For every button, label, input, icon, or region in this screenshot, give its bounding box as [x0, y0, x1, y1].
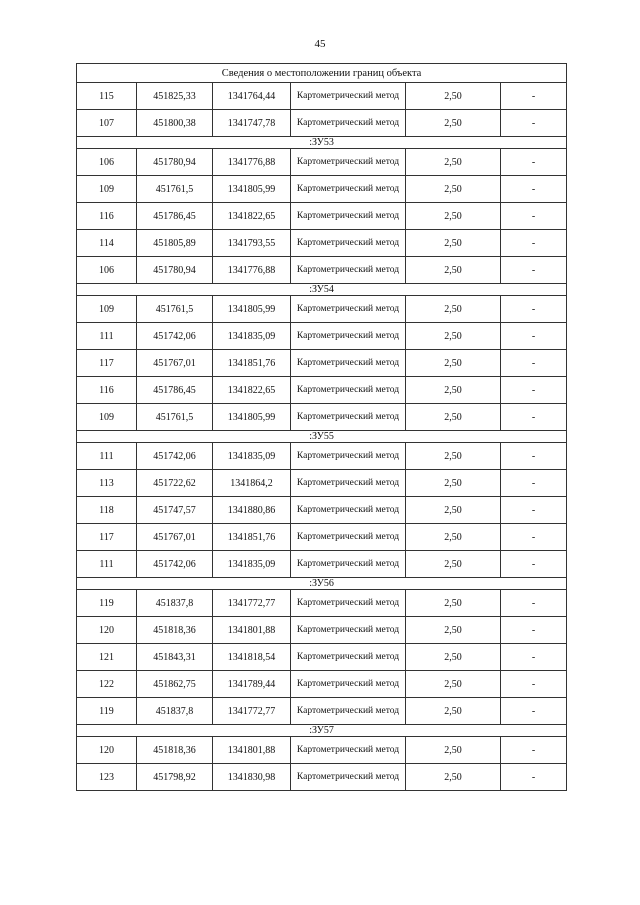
accuracy-cell: 2,50: [406, 83, 501, 110]
description-cell: -: [501, 230, 567, 257]
x-coordinate-cell: 451761,5: [137, 176, 213, 203]
accuracy-cell: 2,50: [406, 149, 501, 176]
x-coordinate-cell: 451742,06: [137, 443, 213, 470]
method-cell: Картометрический метод: [291, 257, 406, 284]
y-coordinate-cell: 1341764,44: [213, 83, 291, 110]
x-coordinate-cell: 451767,01: [137, 524, 213, 551]
x-coordinate-cell: 451747,57: [137, 497, 213, 524]
table-row: [77, 350, 567, 377]
y-coordinate-cell: 1341822,65: [213, 377, 291, 404]
table-row: [77, 83, 567, 110]
accuracy-cell: 2,50: [406, 644, 501, 671]
page-number: 45: [314, 38, 326, 50]
method-cell: Картометрический метод: [291, 110, 406, 137]
table-row: [77, 671, 567, 698]
table-row: [77, 176, 567, 203]
description-cell: -: [501, 551, 567, 578]
accuracy-cell: 2,50: [406, 350, 501, 377]
y-coordinate-cell: 1341835,09: [213, 323, 291, 350]
accuracy-cell: 2,50: [406, 617, 501, 644]
table-row: [77, 524, 567, 551]
table-row: [77, 644, 567, 671]
description-cell: -: [501, 203, 567, 230]
section-label: :ЗУ56: [77, 578, 567, 590]
description-cell: -: [501, 110, 567, 137]
x-coordinate-cell: 451818,36: [137, 737, 213, 764]
description-cell: -: [501, 764, 567, 791]
description-cell: -: [501, 470, 567, 497]
table-row: [77, 404, 567, 431]
y-coordinate-cell: 1341864,2: [213, 470, 291, 497]
section-header-row: [77, 284, 567, 296]
x-coordinate-cell: 451862,75: [137, 671, 213, 698]
table-row: [77, 470, 567, 497]
description-cell: -: [501, 671, 567, 698]
x-coordinate-cell: 451837,8: [137, 590, 213, 617]
y-coordinate-cell: 1341801,88: [213, 617, 291, 644]
table-row: [77, 110, 567, 137]
point-number-cell: 122: [77, 671, 137, 698]
x-coordinate-cell: 451761,5: [137, 404, 213, 431]
y-coordinate-cell: 1341772,77: [213, 698, 291, 725]
description-cell: -: [501, 590, 567, 617]
method-cell: Картометрический метод: [291, 350, 406, 377]
table-row: [77, 203, 567, 230]
table-row: [77, 323, 567, 350]
description-cell: -: [501, 149, 567, 176]
x-coordinate-cell: 451818,36: [137, 617, 213, 644]
x-coordinate-cell: 451798,92: [137, 764, 213, 791]
y-coordinate-cell: 1341805,99: [213, 296, 291, 323]
y-coordinate-cell: 1341880,86: [213, 497, 291, 524]
description-cell: -: [501, 350, 567, 377]
section-label: :ЗУ54: [77, 284, 567, 296]
y-coordinate-cell: 1341851,76: [213, 350, 291, 377]
table-row: [77, 149, 567, 176]
method-cell: Картометрический метод: [291, 497, 406, 524]
x-coordinate-cell: 451825,33: [137, 83, 213, 110]
x-coordinate-cell: 451742,06: [137, 551, 213, 578]
table-row: [77, 230, 567, 257]
method-cell: Картометрический метод: [291, 230, 406, 257]
y-coordinate-cell: 1341835,09: [213, 551, 291, 578]
method-cell: Картометрический метод: [291, 377, 406, 404]
point-number-cell: 119: [77, 590, 137, 617]
accuracy-cell: 2,50: [406, 551, 501, 578]
method-cell: Картометрический метод: [291, 590, 406, 617]
x-coordinate-cell: 451800,38: [137, 110, 213, 137]
table-row: [77, 377, 567, 404]
table-title-row: [77, 64, 567, 83]
accuracy-cell: 2,50: [406, 443, 501, 470]
point-number-cell: 106: [77, 257, 137, 284]
method-cell: Картометрический метод: [291, 323, 406, 350]
y-coordinate-cell: 1341801,88: [213, 737, 291, 764]
point-number-cell: 109: [77, 404, 137, 431]
table-row: [77, 737, 567, 764]
section-label: :ЗУ55: [77, 431, 567, 443]
description-cell: -: [501, 176, 567, 203]
point-number-cell: 113: [77, 470, 137, 497]
accuracy-cell: 2,50: [406, 497, 501, 524]
section-header-row: [77, 431, 567, 443]
accuracy-cell: 2,50: [406, 176, 501, 203]
accuracy-cell: 2,50: [406, 257, 501, 284]
y-coordinate-cell: 1341772,77: [213, 590, 291, 617]
accuracy-cell: 2,50: [406, 737, 501, 764]
point-number-cell: 116: [77, 377, 137, 404]
y-coordinate-cell: 1341851,76: [213, 524, 291, 551]
x-coordinate-cell: 451767,01: [137, 350, 213, 377]
y-coordinate-cell: 1341789,44: [213, 671, 291, 698]
accuracy-cell: 2,50: [406, 524, 501, 551]
method-cell: Картометрический метод: [291, 671, 406, 698]
boundary-table-body: [77, 64, 567, 791]
description-cell: -: [501, 296, 567, 323]
table-row: [77, 443, 567, 470]
y-coordinate-cell: 1341805,99: [213, 176, 291, 203]
description-cell: -: [501, 83, 567, 110]
point-number-cell: 107: [77, 110, 137, 137]
x-coordinate-cell: 451786,45: [137, 203, 213, 230]
method-cell: Картометрический метод: [291, 644, 406, 671]
section-label: :ЗУ57: [77, 725, 567, 737]
method-cell: Картометрический метод: [291, 203, 406, 230]
y-coordinate-cell: 1341805,99: [213, 404, 291, 431]
point-number-cell: 119: [77, 698, 137, 725]
x-coordinate-cell: 451786,45: [137, 377, 213, 404]
description-cell: -: [501, 377, 567, 404]
x-coordinate-cell: 451742,06: [137, 323, 213, 350]
y-coordinate-cell: 1341776,88: [213, 257, 291, 284]
description-cell: -: [501, 323, 567, 350]
point-number-cell: 114: [77, 230, 137, 257]
description-cell: -: [501, 698, 567, 725]
method-cell: Картометрический метод: [291, 176, 406, 203]
point-number-cell: 111: [77, 323, 137, 350]
description-cell: -: [501, 497, 567, 524]
accuracy-cell: 2,50: [406, 764, 501, 791]
description-cell: -: [501, 443, 567, 470]
point-number-cell: 116: [77, 203, 137, 230]
table-title: Сведения о местоположении границ объекта: [77, 64, 567, 83]
table-row: [77, 497, 567, 524]
y-coordinate-cell: 1341793,55: [213, 230, 291, 257]
accuracy-cell: 2,50: [406, 404, 501, 431]
table-row: [77, 617, 567, 644]
point-number-cell: 109: [77, 296, 137, 323]
description-cell: -: [501, 257, 567, 284]
description-cell: -: [501, 524, 567, 551]
x-coordinate-cell: 451837,8: [137, 698, 213, 725]
method-cell: Картометрический метод: [291, 149, 406, 176]
accuracy-cell: 2,50: [406, 671, 501, 698]
accuracy-cell: 2,50: [406, 470, 501, 497]
table-row: [77, 551, 567, 578]
method-cell: Картометрический метод: [291, 617, 406, 644]
point-number-cell: 106: [77, 149, 137, 176]
description-cell: -: [501, 737, 567, 764]
method-cell: Картометрический метод: [291, 737, 406, 764]
table-row: [77, 257, 567, 284]
x-coordinate-cell: 451722,62: [137, 470, 213, 497]
method-cell: Картометрический метод: [291, 83, 406, 110]
x-coordinate-cell: 451761,5: [137, 296, 213, 323]
table-row: [77, 296, 567, 323]
description-cell: -: [501, 644, 567, 671]
accuracy-cell: 2,50: [406, 590, 501, 617]
y-coordinate-cell: 1341818,54: [213, 644, 291, 671]
method-cell: Картометрический метод: [291, 524, 406, 551]
accuracy-cell: 2,50: [406, 323, 501, 350]
accuracy-cell: 2,50: [406, 203, 501, 230]
method-cell: Картометрический метод: [291, 698, 406, 725]
point-number-cell: 117: [77, 350, 137, 377]
point-number-cell: 117: [77, 524, 137, 551]
description-cell: -: [501, 404, 567, 431]
y-coordinate-cell: 1341747,78: [213, 110, 291, 137]
method-cell: Картометрический метод: [291, 470, 406, 497]
point-number-cell: 111: [77, 551, 137, 578]
accuracy-cell: 2,50: [406, 296, 501, 323]
boundary-table: [76, 63, 567, 791]
method-cell: Картометрический метод: [291, 296, 406, 323]
section-header-row: [77, 137, 567, 149]
accuracy-cell: 2,50: [406, 377, 501, 404]
y-coordinate-cell: 1341822,65: [213, 203, 291, 230]
method-cell: Картометрический метод: [291, 404, 406, 431]
method-cell: Картометрический метод: [291, 551, 406, 578]
table-row: [77, 590, 567, 617]
section-header-row: [77, 578, 567, 590]
y-coordinate-cell: 1341776,88: [213, 149, 291, 176]
section-label: :ЗУ53: [77, 137, 567, 149]
x-coordinate-cell: 451805,89: [137, 230, 213, 257]
y-coordinate-cell: 1341830,98: [213, 764, 291, 791]
y-coordinate-cell: 1341835,09: [213, 443, 291, 470]
method-cell: Картометрический метод: [291, 443, 406, 470]
section-header-row: [77, 725, 567, 737]
x-coordinate-cell: 451780,94: [137, 149, 213, 176]
description-cell: -: [501, 617, 567, 644]
point-number-cell: 120: [77, 617, 137, 644]
table-row: [77, 698, 567, 725]
point-number-cell: 123: [77, 764, 137, 791]
x-coordinate-cell: 451780,94: [137, 257, 213, 284]
accuracy-cell: 2,50: [406, 230, 501, 257]
table-row: [77, 764, 567, 791]
point-number-cell: 109: [77, 176, 137, 203]
accuracy-cell: 2,50: [406, 698, 501, 725]
x-coordinate-cell: 451843,31: [137, 644, 213, 671]
method-cell: Картометрический метод: [291, 764, 406, 791]
point-number-cell: 111: [77, 443, 137, 470]
accuracy-cell: 2,50: [406, 110, 501, 137]
point-number-cell: 121: [77, 644, 137, 671]
point-number-cell: 120: [77, 737, 137, 764]
point-number-cell: 115: [77, 83, 137, 110]
point-number-cell: 118: [77, 497, 137, 524]
